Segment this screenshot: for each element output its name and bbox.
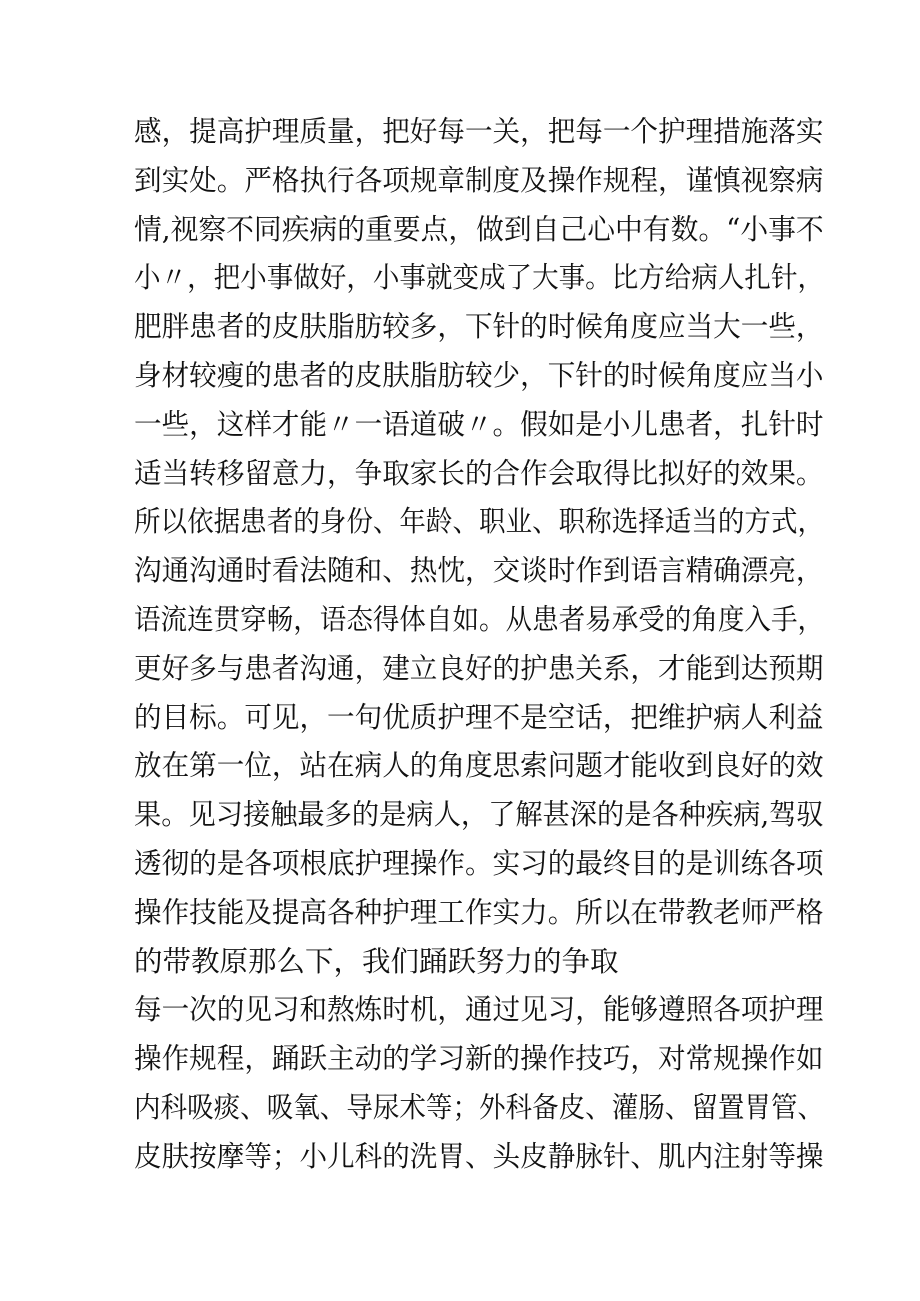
text-line: 放在第一位，站在病人的角度思索问题才能收到良好的效 <box>134 749 824 783</box>
text-line: 身材较瘦的患者的皮肤脂肪较少，下针的时候角度应当小 <box>134 358 824 392</box>
text-line: 小〃，把小事做好，小事就变成了大事。比方给病人扎针， <box>134 261 825 295</box>
text-line: 的带教原那么下，我们踊跃努力的争取 <box>134 944 619 978</box>
text-line: 沟通沟通时看法随和、热忱，交谈时作到语言精确漂亮， <box>134 554 824 588</box>
text-line: 所以依据患者的身份、年龄、职业、职称选择适当的方式， <box>134 505 825 539</box>
body-text <box>134 108 824 1182</box>
text-line: 更好多与患者沟通，建立良好的护患关系，才能到达预期 <box>134 651 824 685</box>
text-line: 皮肤按摩等；小儿科的洗胃、头皮静脉针、肌内注射等操 <box>134 1139 824 1173</box>
text-line: 肥胖患者的皮肤脂肪较多，下针的时候角度应当大一些， <box>134 310 824 344</box>
text-line: 适当转移留意力，争取家长的合作会取得比拟好的效果。 <box>134 456 824 490</box>
text-line: 情,视察不同疾病的重要点，做到自己心中有数。“小事不 <box>134 212 824 246</box>
text-line: 一些，这样才能〃一语道破〃。假如是小儿患者，扎针时 <box>134 407 824 441</box>
text-line: 到实处。严格执行各项规章制度及操作规程，谨慎视察病 <box>134 163 824 197</box>
text-line: 每一次的见习和熬炼时机，通过见习，能够遵照各项护理 <box>134 993 824 1027</box>
text-line: 透彻的是各项根底护理操作。实习的最终目的是训练各项 <box>134 846 824 880</box>
text-line: 操作规程，踊跃主动的学习新的操作技巧，对常规操作如 <box>134 1042 824 1076</box>
text-line: 语流连贯穿畅，语态得体自如。从患者易承受的角度入手， <box>134 602 825 636</box>
text-line: 操作技能及提高各种护理工作实力。所以在带教老师严格 <box>134 895 824 929</box>
text-line: 感，提高护理质量，把好每一关，把每一个护理措施落实 <box>134 115 824 148</box>
text-line: 果。见习接触最多的是病人，了解甚深的是各种疾病,驾驭 <box>134 798 824 832</box>
text-line: 的目标。可见，一句优质护理不是空话，把维护病人利益 <box>134 700 824 734</box>
text-line: 内科吸痰、吸氧、导尿术等；外科备皮、灌肠、留置胃管、 <box>134 1090 825 1124</box>
